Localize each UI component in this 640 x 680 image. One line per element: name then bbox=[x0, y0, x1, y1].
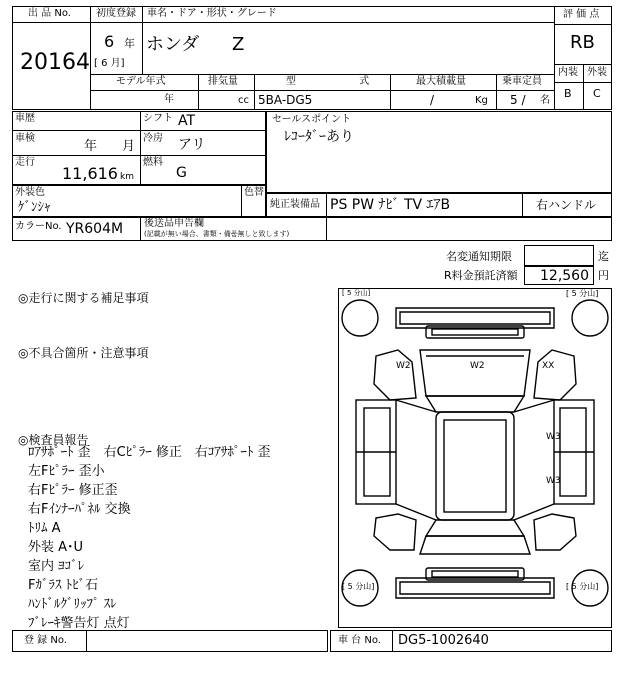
max-load-sep: / bbox=[430, 93, 435, 107]
type-label: 型 式 bbox=[286, 76, 370, 87]
chassis-value: DG5-1002640 bbox=[398, 633, 489, 648]
inspector-line: ﾊﾝﾄﾞﾙｸﾞﾘｯﾌﾟ ｽﾚ bbox=[28, 597, 117, 612]
lot-label: 出 品 No. bbox=[28, 8, 71, 19]
lot-number: 20164 bbox=[20, 50, 90, 75]
sales-points-value: ﾚｺｰﾀﾞｰあり bbox=[284, 129, 354, 145]
tire-label-front-left: [ 5 分山] bbox=[342, 289, 371, 297]
ac-label: 冷房 bbox=[143, 133, 163, 144]
displacement-unit: cc bbox=[238, 95, 249, 106]
name-change-unit: 迄 bbox=[598, 250, 609, 263]
inspector-line: 右Fﾋﾟﾗｰ 修正歪 bbox=[28, 483, 118, 498]
inspector-line: ﾛｱｻﾎﾟｰﾄ 歪 右Cﾋﾟﾗｰ 修正 右ｺｱｻﾎﾟｰﾄ 歪 bbox=[28, 445, 271, 460]
score-label: 評 価 点 bbox=[563, 9, 600, 20]
damage-mark: XX bbox=[542, 361, 555, 371]
interior-grade: B bbox=[564, 87, 572, 100]
car-grade: Z bbox=[232, 34, 245, 55]
type-value: 5BA-DG5 bbox=[258, 93, 313, 107]
inspection-label: 車検 bbox=[15, 133, 35, 144]
declaration-note: (記載が無い場合、書類・備품無しと致します) bbox=[144, 230, 290, 238]
capacity-label: 乗車定員 bbox=[502, 76, 542, 87]
name-change-label: 名変通知期限 bbox=[446, 250, 512, 263]
car-name-label: 車名・ドア・形状・グレード bbox=[147, 8, 277, 19]
details-left-frame bbox=[12, 111, 266, 185]
reg-no-label: 登 録 No. bbox=[24, 635, 67, 646]
first-reg-label: 初度登録 bbox=[96, 8, 136, 19]
recycle-value: 12,560 bbox=[540, 268, 589, 284]
interior-label: 内装 bbox=[558, 67, 578, 78]
fuel-value: G bbox=[176, 165, 187, 181]
steering-value: 右ハンドル bbox=[536, 198, 597, 212]
declaration-label: 後送品申告欄 bbox=[144, 218, 204, 229]
defects-label: ◎不具合箇所・注意事項 bbox=[18, 346, 149, 360]
capacity-unit: 名 bbox=[540, 95, 550, 106]
color-no-value: YR604M bbox=[66, 221, 124, 237]
capacity-value: 5 / bbox=[510, 93, 526, 107]
fuel-label: 燃料 bbox=[143, 157, 163, 168]
color-change-label: 色替 bbox=[244, 187, 264, 198]
inspector-line: ﾄﾘﾑ A bbox=[28, 521, 61, 536]
first-reg-year: 6 bbox=[104, 32, 115, 51]
recycle-unit: 円 bbox=[598, 269, 609, 282]
exterior-color-value: ｹﾞﾝｼｬ bbox=[18, 200, 51, 215]
inspector-line: 左Fﾋﾟﾗｰ 歪小 bbox=[28, 464, 105, 479]
tire-label-rear-left: [ 5 分山] bbox=[342, 582, 375, 591]
recycle-label: R料金預託済額 bbox=[444, 269, 518, 282]
max-load-label: 最大積載量 bbox=[416, 76, 466, 87]
damage-mark: W3 bbox=[546, 432, 561, 442]
mileage-value: 11,616 bbox=[62, 164, 118, 183]
inspector-label: ◎検査員報告 bbox=[18, 433, 89, 447]
tire-label-front-right: [ 5 分山] bbox=[566, 289, 599, 298]
equipment-label: 純正装備品 bbox=[270, 199, 320, 210]
shift-value: AT bbox=[178, 113, 196, 129]
model-year-label: モデル年式 bbox=[116, 76, 166, 87]
inspector-line: ﾌﾞﾚｰｷ警告灯 点灯 bbox=[28, 616, 130, 631]
exterior-label: 外装 bbox=[587, 67, 607, 78]
history-label: 車歴 bbox=[15, 113, 35, 124]
equipment-value: PS PW ﾅﾋﾞ TV ｴｱB bbox=[330, 197, 451, 213]
ac-value: アリ bbox=[178, 137, 206, 153]
inspector-line: 外装 A･U bbox=[28, 540, 84, 555]
inspection-month-unit: 月 bbox=[122, 139, 136, 154]
car-name: ホンダ bbox=[146, 34, 200, 55]
tire-label-rear-right: [ 5 分山] bbox=[566, 582, 599, 591]
damage-mark: W2 bbox=[470, 361, 485, 371]
inspection-year-unit: 年 bbox=[84, 139, 98, 154]
first-reg-month: [ 6 月] bbox=[94, 58, 125, 69]
first-reg-year-unit: 年 bbox=[124, 37, 135, 50]
inspector-line: Fｶﾞﾗｽ ﾄﾋﾞ石 bbox=[28, 578, 99, 593]
exterior-color-label: 外装色 bbox=[15, 187, 45, 198]
max-load-unit: Kg bbox=[475, 95, 488, 106]
damage-mark: W3 bbox=[546, 476, 561, 486]
sales-points-label: セールスポイント bbox=[272, 114, 352, 125]
displacement-label: 排気量 bbox=[208, 76, 238, 87]
score-value: RB bbox=[570, 32, 595, 53]
inspector-line: 右Fｲﾝﾅｰﾊﾟﾈﾙ 交換 bbox=[28, 502, 131, 517]
model-year-unit: 年 bbox=[164, 94, 174, 105]
exterior-grade: C bbox=[593, 87, 601, 100]
mileage-unit: km bbox=[120, 172, 134, 182]
name-change-box bbox=[524, 245, 594, 266]
color-no-label: カラーNo. bbox=[15, 221, 62, 232]
car-diagram bbox=[338, 288, 612, 628]
damage-mark: W2 bbox=[396, 361, 411, 371]
mileage-label: 走行 bbox=[15, 157, 35, 168]
shift-label: シフト bbox=[143, 113, 173, 124]
travel-notes-label: ◎走行に関する補足事項 bbox=[18, 291, 149, 305]
chassis-label: 車 台 No. bbox=[338, 635, 381, 646]
inspector-line: 室内 ﾖｺﾞﾚ bbox=[28, 559, 85, 574]
